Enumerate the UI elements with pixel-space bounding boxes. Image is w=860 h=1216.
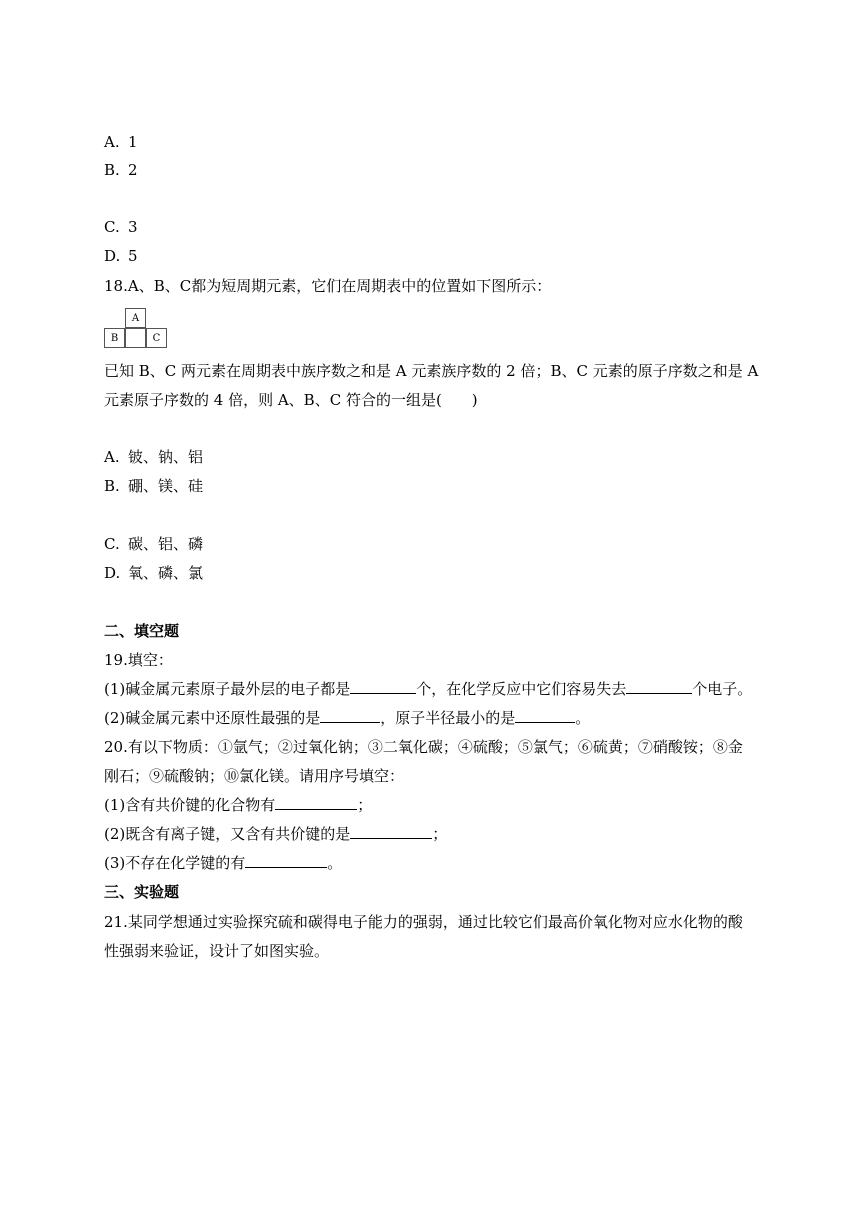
text-segment: ； — [357, 796, 373, 814]
grid-cell-b: B — [104, 328, 125, 348]
answer-blank[interactable] — [515, 708, 575, 723]
question-18-stem: 18.A、B、C都为短周期元素，它们在周期表中的位置如下图所示： — [104, 277, 552, 295]
answer-blank[interactable] — [350, 824, 432, 839]
option-letter: B. — [104, 161, 120, 179]
question-20-line2: 刚石；⑨硫酸钠；⑩氯化镁。请用序号填空： — [104, 767, 405, 785]
answer-blank[interactable] — [320, 708, 380, 723]
grid-cell-c: C — [146, 328, 167, 348]
option-text: 3 — [128, 218, 138, 236]
question-19-part2 — [104, 708, 590, 728]
text-segment: ； — [432, 825, 448, 843]
question-19-stem: 19.填空： — [104, 651, 173, 669]
text-segment: (1)碱金属元素原子最外层的电子都是 — [104, 680, 351, 698]
option-c-18 — [104, 534, 203, 554]
option-c-17 — [104, 217, 138, 237]
option-b-18 — [104, 476, 203, 496]
question-18-body-line2: 元素原子序数的 4 倍，则 A、B、C 符合的一组是( ) — [104, 391, 478, 409]
text-segment: (2)既含有离子键，又含有共价键的是 — [104, 825, 351, 843]
question-19-part1 — [104, 679, 752, 699]
question-20-line1: 20.有以下物质：①氩气；②过氧化钠；③二氧化碳；④硫酸；⑤氯气；⑥硫黄；⑦硝酸铵；⑧金 — [104, 738, 743, 756]
periodic-table-fragment — [104, 308, 170, 350]
question-20-part2 — [104, 824, 447, 844]
option-text: 2 — [128, 161, 138, 179]
text-segment: (1)含有共价键的化合物有 — [104, 796, 276, 814]
option-text: 5 — [128, 247, 138, 265]
option-text: 1 — [128, 133, 138, 151]
option-d-17 — [104, 246, 138, 266]
section-3-title: 三、实验题 — [104, 883, 180, 901]
option-letter: A. — [104, 133, 120, 151]
answer-blank[interactable] — [275, 795, 357, 810]
text-segment: 。 — [327, 854, 343, 872]
option-letter: C. — [104, 218, 120, 236]
option-text: 硼、镁、硅 — [128, 477, 204, 495]
grid-cell-a: A — [125, 308, 146, 328]
question-21-line2: 性强弱来验证，设计了如图实验。 — [104, 942, 330, 960]
option-letter: D. — [104, 247, 121, 265]
option-text: 氧、磷、氯 — [128, 564, 204, 582]
option-a-18 — [104, 447, 203, 467]
section-2-title: 二、填空题 — [104, 622, 180, 640]
option-a-17 — [104, 132, 138, 152]
option-text: 碳、铝、磷 — [128, 535, 204, 553]
text-segment: (3)不存在化学键的有 — [104, 854, 246, 872]
text-segment: 。 — [575, 709, 591, 727]
question-18-body-line1: 已知 B、C 两元素在周期表中族序数之和是 A 元素族序数的 2 倍；B、C 元素的原子序数之和是 A — [104, 362, 759, 380]
option-letter: D. — [104, 564, 121, 582]
option-d-18 — [104, 563, 203, 583]
answer-blank[interactable] — [245, 853, 327, 868]
text-segment: 个电子。 — [692, 680, 753, 698]
question-21-line1: 21.某同学想通过实验探究硫和碳得电子能力的强弱，通过比较它们最高价氧化物对应水化物的酸 — [104, 913, 743, 931]
text-segment: ，原子半径最小的是 — [380, 709, 516, 727]
text-segment: 个，在化学反应中它们容易失去 — [416, 680, 627, 698]
option-letter: A. — [104, 448, 120, 466]
option-letter: B. — [104, 477, 120, 495]
option-b-17 — [104, 160, 138, 180]
answer-blank[interactable] — [626, 679, 692, 694]
answer-blank[interactable] — [350, 679, 416, 694]
question-20-part1 — [104, 795, 372, 815]
option-letter: C. — [104, 535, 120, 553]
text-segment: (2)碱金属元素中还原性最强的是 — [104, 709, 321, 727]
option-text: 铍、钠、铝 — [128, 448, 204, 466]
question-20-part3 — [104, 853, 342, 873]
grid-cell-empty — [125, 328, 146, 348]
